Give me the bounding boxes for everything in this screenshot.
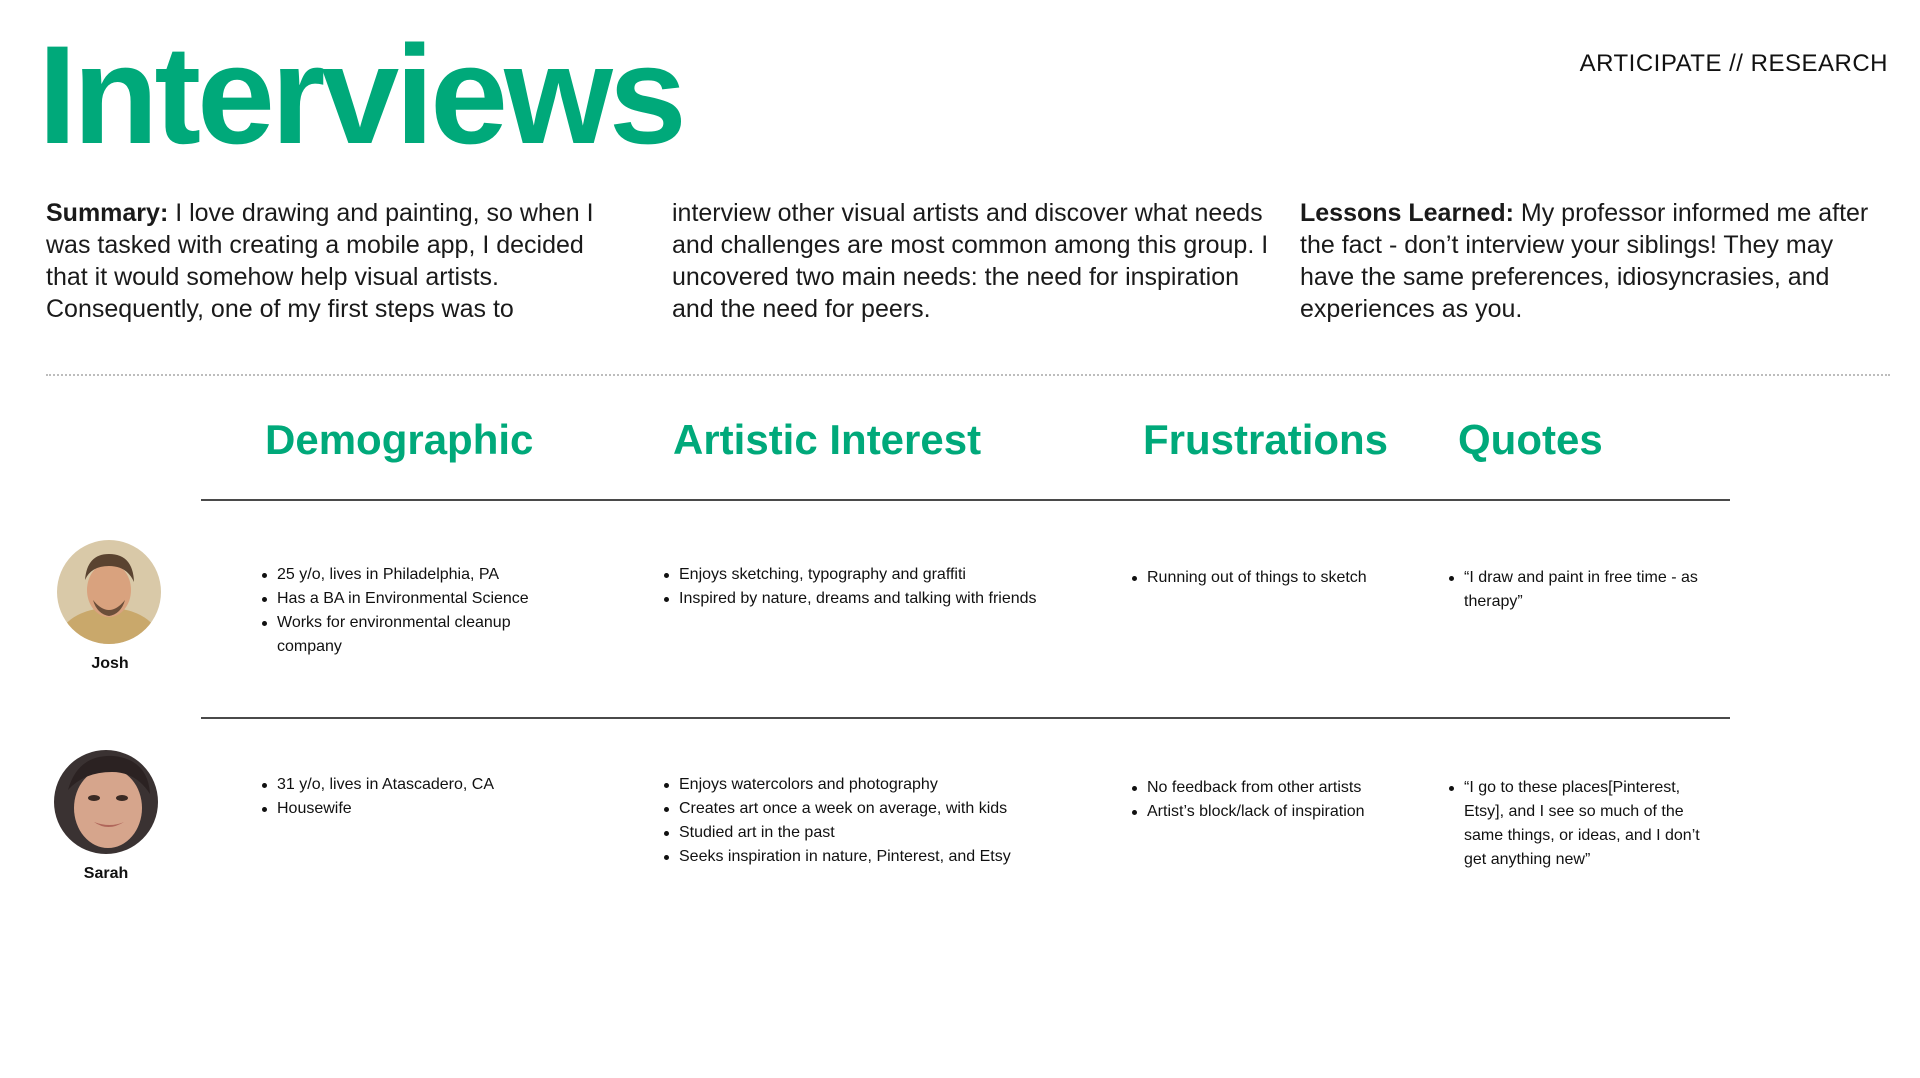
table-header-rule [201,499,1730,501]
josh-frustrations-list [1130,566,1430,590]
josh-demographic-list [260,563,560,659]
list-item: Studied art in the past [662,821,1102,845]
person-photo-icon [57,540,161,644]
summary-text: I love drawing and painting, so when I was tasked with creating a mobile app, I decided that it would somehow help visual artists. Consequently, one of my first steps was to [46,199,594,323]
list-item: Housewife [260,797,560,821]
list-item: Running out of things to sketch [1130,566,1430,590]
summary-label: Summary: [46,199,169,227]
avatar-sarah [54,750,158,854]
sarah-frustrations-list [1130,776,1430,824]
lessons-label: Lessons Learned: [1300,199,1514,227]
person-name-josh: Josh [91,655,129,672]
column-header-quotes: Quotes [1458,416,1603,463]
sarah-quotes-list [1447,776,1709,872]
column-header-demographic: Demographic [265,416,534,463]
lessons-text: My professor informed me after the fact - don’t interview your siblings! They may have the same preferences, idiosyncrasies, and experiences as you. [1300,199,1869,323]
summary-continued: interview other visual artists and discover what needs and challenges are most common among this group. I uncovered two main needs: the need for inspiration and the need for peers. [672,199,1269,323]
sarah-demographic-list [260,773,560,821]
person-photo-icon [54,750,158,854]
list-item: Inspired by nature, dreams and talking with friends [662,587,1102,611]
page-title: Interviews [38,16,683,173]
list-item: Enjoys watercolors and photography [662,773,1102,797]
person-name-sarah: Sarah [83,865,129,882]
brand-label: ARTICIPATE // RESEARCH [1579,50,1888,77]
column-header-artistic-interest: Artistic Interest [673,416,982,463]
summary-paragraph [46,197,626,325]
josh-quotes-list [1447,566,1707,614]
list-item: “I draw and paint in free time - as therapy” [1447,566,1707,614]
list-item: 31 y/o, lives in Atascadero, CA [260,773,560,797]
list-item: Enjoys sketching, typography and graffiti [662,563,1102,587]
list-item: Creates art once a week on average, with kids [662,797,1102,821]
section-divider [46,374,1890,376]
list-item: Works for environmental cleanup company [260,611,547,659]
table-row-rule [201,717,1730,719]
list-item: Seeks inspiration in nature, Pinterest, and Etsy [662,845,1102,869]
avatar-josh [57,540,161,644]
list-item: 25 y/o, lives in Philadelphia, PA [260,563,560,587]
list-item: Artist’s block/lack of inspiration [1130,800,1430,824]
list-item: No feedback from other artists [1130,776,1430,800]
column-header-frustrations: Frustrations [1143,416,1389,463]
list-item: “I go to these places[Pinterest, Etsy], and I see so much of the same things, or ideas, and I don’t get anything new” [1447,776,1709,872]
sarah-interest-list [662,773,1102,869]
list-item: Has a BA in Environmental Science [260,587,560,611]
lessons-paragraph [1300,197,1890,325]
josh-interest-list [662,563,1102,611]
